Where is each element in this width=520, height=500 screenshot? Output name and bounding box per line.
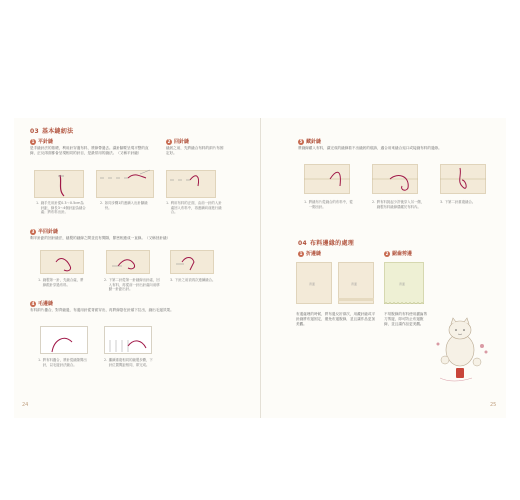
half-backstitch-caption-3: 3. 下針之前須再次連續縫合。: [170, 278, 216, 282]
half-backstitch-description: 剩半針距的回針縫法，縫製的縫線之間並沒有間隔，緊密相連成一直線。（又稱回針縫）: [30, 236, 171, 240]
running-stitch-description: 是手縫針法的基礎，利用針穿過布料，將線帶過去。讓針腳要呈現平整的直線，正反兩面都會呈現相同的針目，是最常用的縫法。（又稱平針縫）: [30, 146, 149, 155]
step-title: 平針縫: [38, 139, 54, 145]
zigzag-edge-description: 不易脫線的布料使用鋸齒剪刀剪邊，即可防止布邊脫線，並且讓作品更美觀。: [384, 312, 428, 326]
step-badge: 4: [31, 300, 35, 306]
running-stitch-caption-2: 2. 如同步驟1的連續入出針腳縫份。: [100, 201, 148, 210]
slip-stitch-caption-3: 3. 下第二針重複縫合。: [440, 200, 476, 204]
backstitch-caption-1: 1. 利用布料的正面，由前一針的入針處回入布料中，再連續向前進行縫合。: [166, 201, 222, 215]
slip-stitch-caption-2: 2. 將布料挑起少許後穿入另一側，縫製布料縫線隱藏於布料內。: [372, 200, 425, 209]
step-title: 回針縫: [174, 139, 190, 145]
step-title: 半回針縫: [38, 229, 59, 235]
step-badge: 3: [31, 228, 35, 234]
half-backstitch-caption-2: 2. 下第二針從第一針縫線出針處，回入布料，再從前一針出針處向前移動一針距出針。: [104, 278, 160, 292]
zigzag-edge-panel-label: 背面: [399, 282, 406, 286]
section-number: 04: [298, 240, 307, 247]
blanket-stitch-caption-2: 2. 繼續重複相同的縫製步驟，下針位置間距相同，即完成。: [104, 358, 153, 367]
section-number: 03: [30, 128, 39, 135]
section-title-text: 基本縫紉法: [41, 128, 74, 135]
half-backstitch-caption-1: 1. 縫製第一針，先縫合處，將線跟針穿過布料。: [38, 278, 84, 287]
blanket-stitch-caption-1: 1. 將布料疊合，將針從縫隙間出針，以毛邊針法縫合。: [38, 358, 87, 367]
edge-fold-description: 布邊處理的時候，將布邊反折兩次，用藏針縫或平針縫將布邊固定，避免布邊脫線，並且讓作品更加美觀。: [296, 312, 376, 326]
slip-stitch-caption-1: 1. 將縫布片從縫合的布料中，從一側出針。: [304, 200, 353, 209]
backstitch-description: 縫紉之前，先將縫合布料的兩片布固定好。: [166, 146, 224, 155]
step-title: 折邊縫: [306, 251, 322, 257]
right-page-number: 25: [490, 402, 497, 408]
step-badge: 2: [167, 138, 171, 144]
edge-fold-panel-1-label: 背面: [309, 282, 316, 286]
step-badge: 5: [299, 138, 303, 144]
running-stitch-caption-1: 1. 縫手先用針從0.3～0.5cm為針距，線長3～4個針距為縫合處；將布料出針。: [36, 201, 86, 215]
step-title: 藏針縫: [306, 139, 322, 145]
left-page-number: 24: [22, 402, 29, 408]
step-title: 鋸齒剪邊: [392, 251, 413, 257]
step-title: 毛邊縫: [38, 301, 54, 307]
edge-fold-panel-2-label: 背面: [351, 282, 358, 286]
step-badge: 2: [385, 250, 389, 256]
section-title-text: 布料邊緣的處理: [309, 240, 355, 247]
blanket-stitch-description: 布料兩片疊合，對齊縫邊，布邊用針從背面穿出，再將線掛在針頭下拉出，縫出毛邊效果。: [30, 308, 174, 312]
slip-stitch-description: 將縫線藏入布料，讓完成的縫線看不出縫紉的痕跡，適合用來縫合返口或接縫布料的邊緣。: [298, 146, 442, 150]
step-badge: 1: [299, 250, 303, 256]
step-badge: 1: [31, 138, 35, 144]
